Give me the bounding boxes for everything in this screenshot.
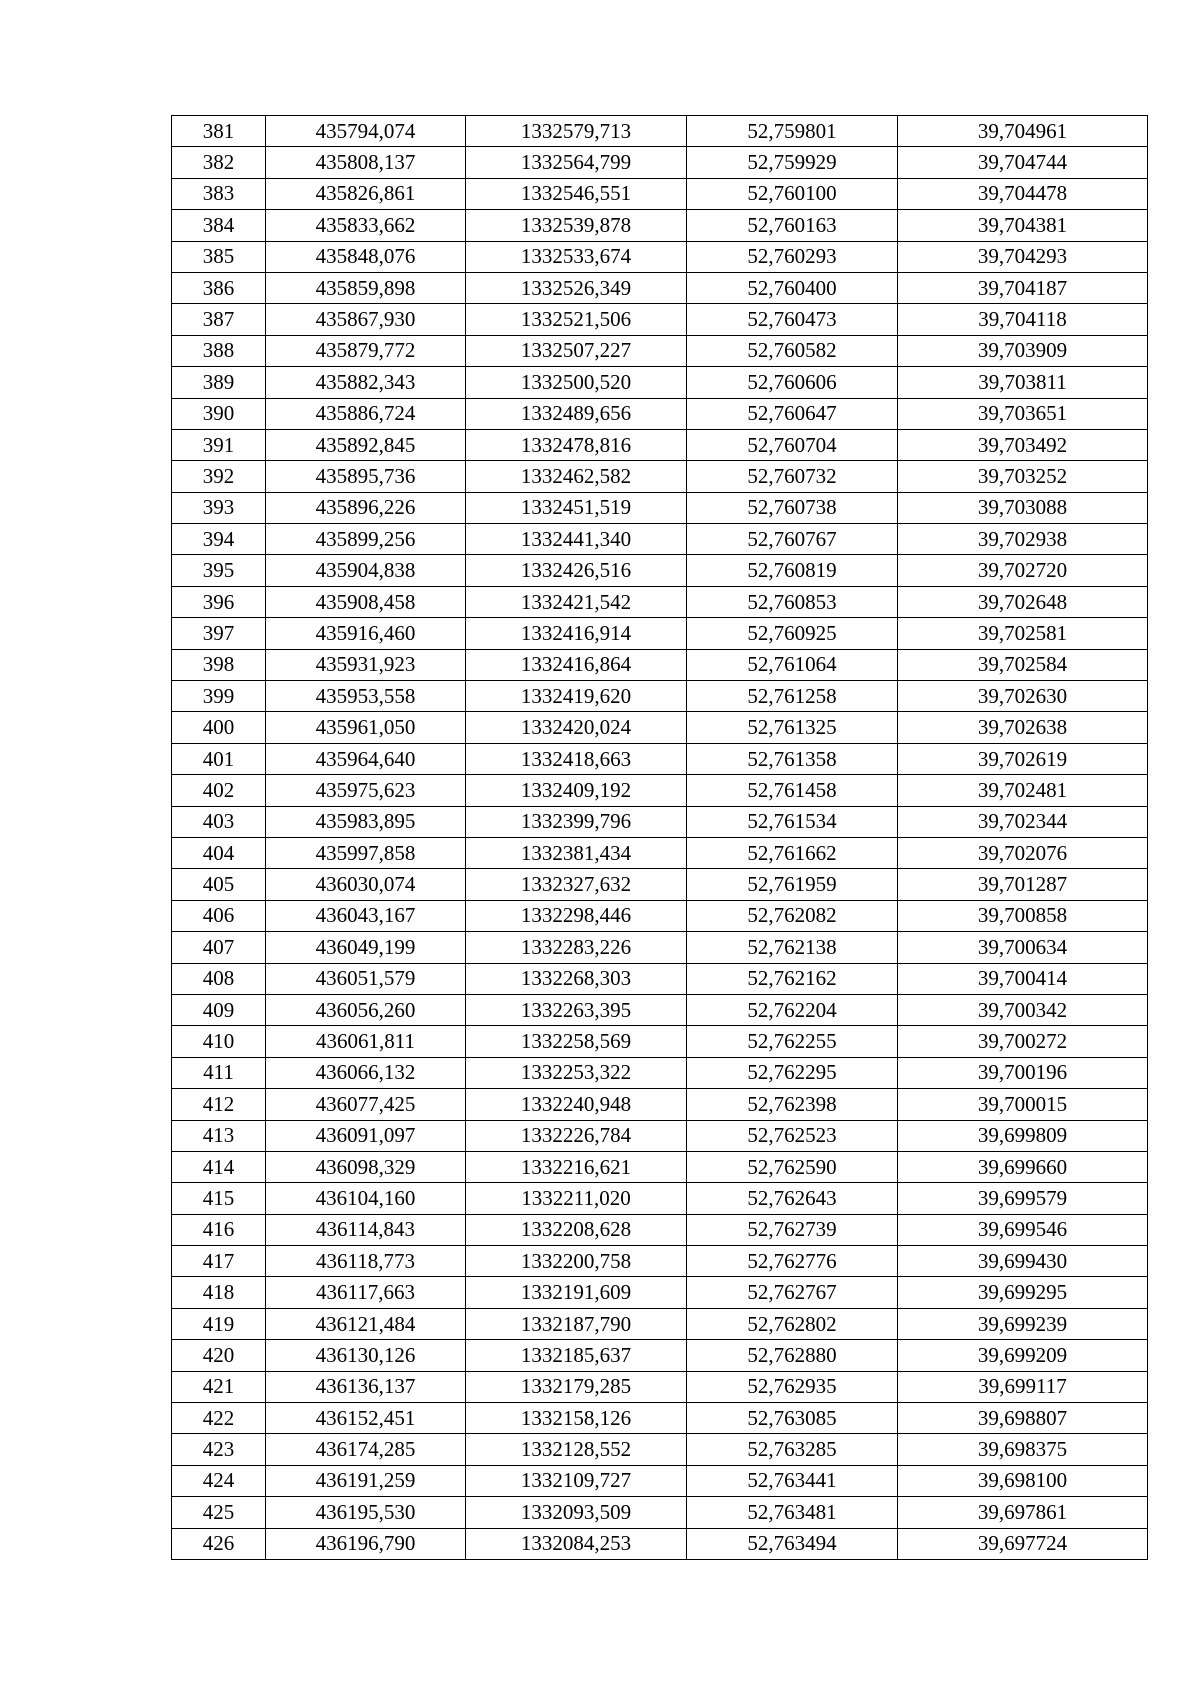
table-row (172, 963, 1148, 994)
x-coordinate-cell: 436043,167 (266, 900, 466, 931)
y-coordinate-cell: 1332268,303 (466, 963, 687, 994)
table-row (172, 272, 1148, 303)
table-row (172, 1371, 1148, 1402)
longitude-cell: 39,698375 (898, 1434, 1148, 1465)
point-number-cell: 382 (172, 147, 266, 178)
table-row (172, 1026, 1148, 1057)
point-number-cell: 403 (172, 806, 266, 837)
latitude-cell: 52,762767 (687, 1277, 898, 1308)
x-coordinate-cell: 436117,663 (266, 1277, 466, 1308)
longitude-cell: 39,699239 (898, 1308, 1148, 1339)
x-coordinate-cell: 435895,736 (266, 461, 466, 492)
point-number-cell: 407 (172, 932, 266, 963)
table-row (172, 869, 1148, 900)
table-row (172, 1089, 1148, 1120)
longitude-cell: 39,699660 (898, 1151, 1148, 1182)
point-number-cell: 419 (172, 1308, 266, 1339)
table-row (172, 1057, 1148, 1088)
y-coordinate-cell: 1332240,948 (466, 1089, 687, 1120)
point-number-cell: 385 (172, 241, 266, 272)
y-coordinate-cell: 1332226,784 (466, 1120, 687, 1151)
longitude-cell: 39,698100 (898, 1465, 1148, 1496)
y-coordinate-cell: 1332478,816 (466, 429, 687, 460)
y-coordinate-cell: 1332462,582 (466, 461, 687, 492)
latitude-cell: 52,762935 (687, 1371, 898, 1402)
longitude-cell: 39,704187 (898, 272, 1148, 303)
latitude-cell: 52,760767 (687, 524, 898, 555)
point-number-cell: 397 (172, 618, 266, 649)
table-row (172, 116, 1148, 147)
x-coordinate-cell: 436091,097 (266, 1120, 466, 1151)
x-coordinate-cell: 435899,256 (266, 524, 466, 555)
latitude-cell: 52,761534 (687, 806, 898, 837)
x-coordinate-cell: 436136,137 (266, 1371, 466, 1402)
point-number-cell: 413 (172, 1120, 266, 1151)
y-coordinate-cell: 1332258,569 (466, 1026, 687, 1057)
point-number-cell: 400 (172, 712, 266, 743)
longitude-cell: 39,704293 (898, 241, 1148, 272)
table-row (172, 806, 1148, 837)
longitude-cell: 39,700342 (898, 994, 1148, 1025)
latitude-cell: 52,760704 (687, 429, 898, 460)
x-coordinate-cell: 436191,259 (266, 1465, 466, 1496)
table-row (172, 241, 1148, 272)
longitude-cell: 39,697724 (898, 1528, 1148, 1559)
y-coordinate-cell: 1332564,799 (466, 147, 687, 178)
latitude-cell: 52,761662 (687, 837, 898, 868)
longitude-cell: 39,702720 (898, 555, 1148, 586)
latitude-cell: 52,762643 (687, 1183, 898, 1214)
table-row (172, 1403, 1148, 1434)
table-row (172, 681, 1148, 712)
latitude-cell: 52,760473 (687, 304, 898, 335)
x-coordinate-cell: 435808,137 (266, 147, 466, 178)
longitude-cell: 39,703651 (898, 398, 1148, 429)
longitude-cell: 39,702630 (898, 681, 1148, 712)
point-number-cell: 422 (172, 1403, 266, 1434)
x-coordinate-cell: 436104,160 (266, 1183, 466, 1214)
y-coordinate-cell: 1332416,914 (466, 618, 687, 649)
latitude-cell: 52,761959 (687, 869, 898, 900)
table-row (172, 1340, 1148, 1371)
point-number-cell: 424 (172, 1465, 266, 1496)
x-coordinate-cell: 435833,662 (266, 210, 466, 241)
x-coordinate-cell: 435908,458 (266, 586, 466, 617)
longitude-cell: 39,699295 (898, 1277, 1148, 1308)
x-coordinate-cell: 435896,226 (266, 492, 466, 523)
y-coordinate-cell: 1332416,864 (466, 649, 687, 680)
latitude-cell: 52,759929 (687, 147, 898, 178)
y-coordinate-cell: 1332179,285 (466, 1371, 687, 1402)
longitude-cell: 39,700196 (898, 1057, 1148, 1088)
y-coordinate-cell: 1332409,192 (466, 775, 687, 806)
latitude-cell: 52,760647 (687, 398, 898, 429)
y-coordinate-cell: 1332521,506 (466, 304, 687, 335)
y-coordinate-cell: 1332253,322 (466, 1057, 687, 1088)
latitude-cell: 52,762802 (687, 1308, 898, 1339)
latitude-cell: 52,760853 (687, 586, 898, 617)
longitude-cell: 39,704478 (898, 178, 1148, 209)
table-row (172, 837, 1148, 868)
longitude-cell: 39,702638 (898, 712, 1148, 743)
x-coordinate-cell: 435879,772 (266, 335, 466, 366)
point-number-cell: 409 (172, 994, 266, 1025)
y-coordinate-cell: 1332093,509 (466, 1497, 687, 1528)
x-coordinate-cell: 436118,773 (266, 1246, 466, 1277)
longitude-cell: 39,702344 (898, 806, 1148, 837)
x-coordinate-cell: 435826,861 (266, 178, 466, 209)
table-row (172, 524, 1148, 555)
latitude-cell: 52,761064 (687, 649, 898, 680)
table-row (172, 900, 1148, 931)
point-number-cell: 384 (172, 210, 266, 241)
table-row (172, 586, 1148, 617)
x-coordinate-cell: 436051,579 (266, 963, 466, 994)
latitude-cell: 52,762880 (687, 1340, 898, 1371)
point-number-cell: 404 (172, 837, 266, 868)
y-coordinate-cell: 1332399,796 (466, 806, 687, 837)
point-number-cell: 410 (172, 1026, 266, 1057)
y-coordinate-cell: 1332216,621 (466, 1151, 687, 1182)
latitude-cell: 52,762295 (687, 1057, 898, 1088)
longitude-cell: 39,702584 (898, 649, 1148, 680)
x-coordinate-cell: 435904,838 (266, 555, 466, 586)
latitude-cell: 52,762776 (687, 1246, 898, 1277)
y-coordinate-cell: 1332546,551 (466, 178, 687, 209)
point-number-cell: 381 (172, 116, 266, 147)
longitude-cell: 39,700272 (898, 1026, 1148, 1057)
point-number-cell: 388 (172, 335, 266, 366)
y-coordinate-cell: 1332500,520 (466, 367, 687, 398)
y-coordinate-cell: 1332441,340 (466, 524, 687, 555)
x-coordinate-cell: 435859,898 (266, 272, 466, 303)
latitude-cell: 52,761358 (687, 743, 898, 774)
latitude-cell: 52,760925 (687, 618, 898, 649)
point-number-cell: 398 (172, 649, 266, 680)
table-row (172, 210, 1148, 241)
point-number-cell: 392 (172, 461, 266, 492)
y-coordinate-cell: 1332421,542 (466, 586, 687, 617)
latitude-cell: 52,762204 (687, 994, 898, 1025)
point-number-cell: 415 (172, 1183, 266, 1214)
x-coordinate-cell: 436152,451 (266, 1403, 466, 1434)
y-coordinate-cell: 1332185,637 (466, 1340, 687, 1371)
point-number-cell: 391 (172, 429, 266, 460)
longitude-cell: 39,700414 (898, 963, 1148, 994)
x-coordinate-cell: 435882,343 (266, 367, 466, 398)
y-coordinate-cell: 1332418,663 (466, 743, 687, 774)
x-coordinate-cell: 436130,126 (266, 1340, 466, 1371)
point-number-cell: 425 (172, 1497, 266, 1528)
latitude-cell: 52,760400 (687, 272, 898, 303)
longitude-cell: 39,700015 (898, 1089, 1148, 1120)
point-number-cell: 411 (172, 1057, 266, 1088)
point-number-cell: 386 (172, 272, 266, 303)
latitude-cell: 52,763285 (687, 1434, 898, 1465)
point-number-cell: 417 (172, 1246, 266, 1277)
point-number-cell: 408 (172, 963, 266, 994)
longitude-cell: 39,704744 (898, 147, 1148, 178)
latitude-cell: 52,760732 (687, 461, 898, 492)
latitude-cell: 52,761325 (687, 712, 898, 743)
x-coordinate-cell: 435983,895 (266, 806, 466, 837)
table-row (172, 178, 1148, 209)
latitude-cell: 52,760100 (687, 178, 898, 209)
point-number-cell: 406 (172, 900, 266, 931)
x-coordinate-cell: 435953,558 (266, 681, 466, 712)
latitude-cell: 52,762590 (687, 1151, 898, 1182)
table-row (172, 492, 1148, 523)
y-coordinate-cell: 1332533,674 (466, 241, 687, 272)
longitude-cell: 39,701287 (898, 869, 1148, 900)
longitude-cell: 39,699430 (898, 1246, 1148, 1277)
x-coordinate-cell: 435961,050 (266, 712, 466, 743)
latitude-cell: 52,759801 (687, 116, 898, 147)
y-coordinate-cell: 1332187,790 (466, 1308, 687, 1339)
latitude-cell: 52,760293 (687, 241, 898, 272)
y-coordinate-cell: 1332526,349 (466, 272, 687, 303)
point-number-cell: 389 (172, 367, 266, 398)
table-row (172, 1497, 1148, 1528)
table-row (172, 932, 1148, 963)
latitude-cell: 52,762255 (687, 1026, 898, 1057)
table-row (172, 367, 1148, 398)
latitude-cell: 52,761258 (687, 681, 898, 712)
y-coordinate-cell: 1332381,434 (466, 837, 687, 868)
point-number-cell: 390 (172, 398, 266, 429)
latitude-cell: 52,762162 (687, 963, 898, 994)
x-coordinate-cell: 435931,923 (266, 649, 466, 680)
longitude-cell: 39,699809 (898, 1120, 1148, 1151)
y-coordinate-cell: 1332200,758 (466, 1246, 687, 1277)
table-row (172, 429, 1148, 460)
longitude-cell: 39,702481 (898, 775, 1148, 806)
longitude-cell: 39,699117 (898, 1371, 1148, 1402)
latitude-cell: 52,762138 (687, 932, 898, 963)
y-coordinate-cell: 1332109,727 (466, 1465, 687, 1496)
point-number-cell: 401 (172, 743, 266, 774)
y-coordinate-cell: 1332420,024 (466, 712, 687, 743)
x-coordinate-cell: 435848,076 (266, 241, 466, 272)
latitude-cell: 52,763481 (687, 1497, 898, 1528)
longitude-cell: 39,699546 (898, 1214, 1148, 1245)
coordinates-table-body (172, 116, 1148, 1560)
point-number-cell: 418 (172, 1277, 266, 1308)
point-number-cell: 420 (172, 1340, 266, 1371)
x-coordinate-cell: 435964,640 (266, 743, 466, 774)
y-coordinate-cell: 1332191,609 (466, 1277, 687, 1308)
x-coordinate-cell: 435794,074 (266, 116, 466, 147)
table-row (172, 461, 1148, 492)
x-coordinate-cell: 436196,790 (266, 1528, 466, 1559)
table-row (172, 649, 1148, 680)
latitude-cell: 52,762523 (687, 1120, 898, 1151)
latitude-cell: 52,760606 (687, 367, 898, 398)
table-row (172, 1246, 1148, 1277)
table-row (172, 618, 1148, 649)
table-row (172, 1277, 1148, 1308)
point-number-cell: 399 (172, 681, 266, 712)
table-row (172, 1434, 1148, 1465)
table-row (172, 1528, 1148, 1559)
latitude-cell: 52,762082 (687, 900, 898, 931)
latitude-cell: 52,760738 (687, 492, 898, 523)
point-number-cell: 396 (172, 586, 266, 617)
table-row (172, 555, 1148, 586)
longitude-cell: 39,703088 (898, 492, 1148, 523)
x-coordinate-cell: 435975,623 (266, 775, 466, 806)
x-coordinate-cell: 436121,484 (266, 1308, 466, 1339)
y-coordinate-cell: 1332084,253 (466, 1528, 687, 1559)
longitude-cell: 39,702619 (898, 743, 1148, 774)
x-coordinate-cell: 436114,843 (266, 1214, 466, 1245)
table-row (172, 743, 1148, 774)
table-row (172, 712, 1148, 743)
x-coordinate-cell: 436030,074 (266, 869, 466, 900)
table-row (172, 1151, 1148, 1182)
y-coordinate-cell: 1332507,227 (466, 335, 687, 366)
y-coordinate-cell: 1332158,126 (466, 1403, 687, 1434)
y-coordinate-cell: 1332451,519 (466, 492, 687, 523)
table-row (172, 1308, 1148, 1339)
x-coordinate-cell: 436056,260 (266, 994, 466, 1025)
point-number-cell: 393 (172, 492, 266, 523)
latitude-cell: 52,762739 (687, 1214, 898, 1245)
longitude-cell: 39,702581 (898, 618, 1148, 649)
latitude-cell: 52,760819 (687, 555, 898, 586)
y-coordinate-cell: 1332208,628 (466, 1214, 687, 1245)
longitude-cell: 39,704118 (898, 304, 1148, 335)
point-number-cell: 402 (172, 775, 266, 806)
y-coordinate-cell: 1332327,632 (466, 869, 687, 900)
point-number-cell: 383 (172, 178, 266, 209)
longitude-cell: 39,699209 (898, 1340, 1148, 1371)
point-number-cell: 421 (172, 1371, 266, 1402)
x-coordinate-cell: 435867,930 (266, 304, 466, 335)
x-coordinate-cell: 436077,425 (266, 1089, 466, 1120)
longitude-cell: 39,704381 (898, 210, 1148, 241)
table-row (172, 994, 1148, 1025)
y-coordinate-cell: 1332426,516 (466, 555, 687, 586)
latitude-cell: 52,763441 (687, 1465, 898, 1496)
latitude-cell: 52,760163 (687, 210, 898, 241)
x-coordinate-cell: 435997,858 (266, 837, 466, 868)
x-coordinate-cell: 436049,199 (266, 932, 466, 963)
table-row (172, 1120, 1148, 1151)
latitude-cell: 52,761458 (687, 775, 898, 806)
latitude-cell: 52,763494 (687, 1528, 898, 1559)
y-coordinate-cell: 1332539,878 (466, 210, 687, 241)
y-coordinate-cell: 1332579,713 (466, 116, 687, 147)
x-coordinate-cell: 436066,132 (266, 1057, 466, 1088)
table-row (172, 1183, 1148, 1214)
table-row (172, 304, 1148, 335)
coordinates-table (171, 115, 1148, 1560)
point-number-cell: 423 (172, 1434, 266, 1465)
point-number-cell: 426 (172, 1528, 266, 1559)
table-row (172, 398, 1148, 429)
table-row (172, 1214, 1148, 1245)
latitude-cell: 52,762398 (687, 1089, 898, 1120)
longitude-cell: 39,697861 (898, 1497, 1148, 1528)
table-row (172, 1465, 1148, 1496)
longitude-cell: 39,703811 (898, 367, 1148, 398)
y-coordinate-cell: 1332298,446 (466, 900, 687, 931)
point-number-cell: 395 (172, 555, 266, 586)
y-coordinate-cell: 1332283,226 (466, 932, 687, 963)
x-coordinate-cell: 436174,285 (266, 1434, 466, 1465)
longitude-cell: 39,702076 (898, 837, 1148, 868)
table-row (172, 775, 1148, 806)
point-number-cell: 414 (172, 1151, 266, 1182)
longitude-cell: 39,702938 (898, 524, 1148, 555)
longitude-cell: 39,700634 (898, 932, 1148, 963)
point-number-cell: 387 (172, 304, 266, 335)
point-number-cell: 405 (172, 869, 266, 900)
y-coordinate-cell: 1332489,656 (466, 398, 687, 429)
longitude-cell: 39,699579 (898, 1183, 1148, 1214)
x-coordinate-cell: 436061,811 (266, 1026, 466, 1057)
y-coordinate-cell: 1332419,620 (466, 681, 687, 712)
x-coordinate-cell: 436098,329 (266, 1151, 466, 1182)
table-row (172, 147, 1148, 178)
longitude-cell: 39,698807 (898, 1403, 1148, 1434)
longitude-cell: 39,702648 (898, 586, 1148, 617)
latitude-cell: 52,763085 (687, 1403, 898, 1434)
longitude-cell: 39,703909 (898, 335, 1148, 366)
x-coordinate-cell: 435886,724 (266, 398, 466, 429)
point-number-cell: 394 (172, 524, 266, 555)
x-coordinate-cell: 435892,845 (266, 429, 466, 460)
point-number-cell: 412 (172, 1089, 266, 1120)
table-row (172, 335, 1148, 366)
y-coordinate-cell: 1332128,552 (466, 1434, 687, 1465)
y-coordinate-cell: 1332211,020 (466, 1183, 687, 1214)
longitude-cell: 39,703492 (898, 429, 1148, 460)
latitude-cell: 52,760582 (687, 335, 898, 366)
x-coordinate-cell: 435916,460 (266, 618, 466, 649)
longitude-cell: 39,700858 (898, 900, 1148, 931)
y-coordinate-cell: 1332263,395 (466, 994, 687, 1025)
longitude-cell: 39,704961 (898, 116, 1148, 147)
point-number-cell: 416 (172, 1214, 266, 1245)
longitude-cell: 39,703252 (898, 461, 1148, 492)
x-coordinate-cell: 436195,530 (266, 1497, 466, 1528)
